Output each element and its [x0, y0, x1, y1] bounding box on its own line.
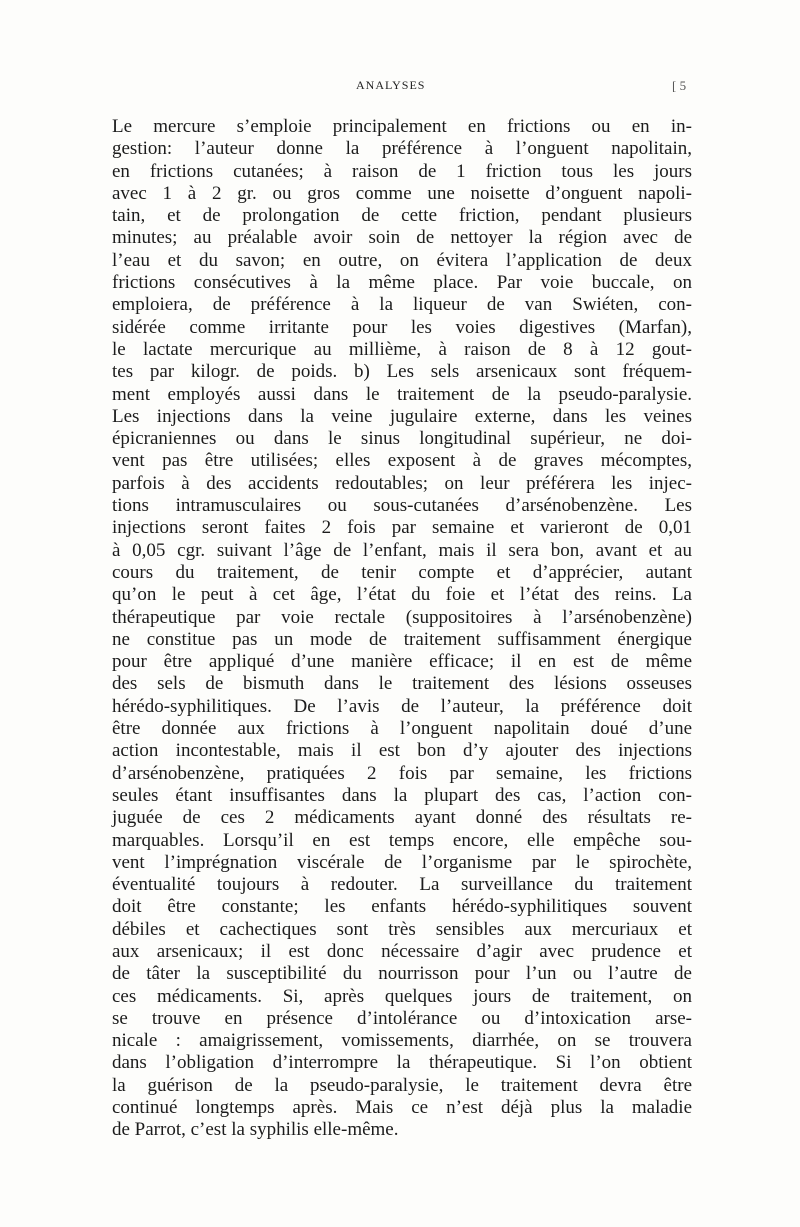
text-line: marquables. Lorsqu’il en est temps encore, elle empêche sou- [112, 829, 692, 851]
text-line: tes par kilogr. de poids. b) Les sels arsenicaux sont fréquem- [112, 361, 692, 383]
text-line: de tâter la susceptibilité du nourrisson pour l’un ou l’autre de [112, 963, 692, 985]
text-line: tions intramusculaires ou sous-cutanées d’arsénobenzène. Les [112, 495, 692, 517]
text-line: injections seront faites 2 fois par semaine et varieront de 0,01 [112, 517, 692, 539]
text-line: des sels de bismuth dans le traitement des lésions osseuses [112, 673, 692, 695]
text-line: parfois à des accidents redoutables; on leur préférera les injec- [112, 472, 692, 494]
text-line: pour être appliqué d’une manière efficace; il en est de même [112, 651, 692, 673]
text-line: vent l’imprégnation viscérale de l’organisme par le spirochète, [112, 851, 692, 873]
text-line: vent pas être utilisées; elles exposent à de graves mécomptes, [112, 450, 692, 472]
text-line: être donnée aux frictions à l’onguent napolitain doué d’une [112, 718, 692, 740]
text-line: avec 1 à 2 gr. ou gros comme une noisette d’onguent napoli- [112, 182, 692, 204]
text-line: ne constitue pas un mode de traitement suffisamment énergique [112, 628, 692, 650]
text-line: frictions consécutives à la même place. Par voie buccale, on [112, 272, 692, 294]
text-line: ces médicaments. Si, après quelques jours de traitement, on [112, 985, 692, 1007]
text-line: seules étant insuffisantes dans la plupart des cas, l’action con- [112, 784, 692, 806]
text-line: gestion: l’auteur donne la préférence à l’onguent napolitain, [112, 138, 692, 160]
text-line: nicale : amaigrissement, vomissements, diarrhée, on se trouvera [112, 1030, 692, 1052]
text-line: épicraniennes ou dans le sinus longitudinal supérieur, ne doi- [112, 428, 692, 450]
text-line: de Parrot, c’est la syphilis elle-même. [112, 1119, 399, 1141]
text-line: thérapeutique par voie rectale (suppositoires à l’arsénobenzène) [112, 606, 692, 628]
text-line: qu’on le peut à cet âge, l’état du foie et l’état des reins. La [112, 584, 692, 606]
text-line: action incontestable, mais il est bon d’y ajouter des injections [112, 740, 692, 762]
text-line: en frictions cutanées; à raison de 1 friction tous les jours [112, 160, 692, 182]
text-line: ment employés aussi dans le traitement de la pseudo-paralysie. [112, 383, 692, 405]
text-line: hérédo-syphilitiques. De l’avis de l’auteur, la préférence doit [112, 695, 692, 717]
text-line: aux arsenicaux; il est donc nécessaire d’agir avec prudence et [112, 940, 692, 962]
text-line: doit être constante; les enfants hérédo-syphilitiques souvent [112, 896, 692, 918]
text-line: éventualité toujours à redouter. La surveillance du traitement [112, 874, 692, 896]
text-line: se trouve en présence d’intolérance ou d’intoxication arse- [112, 1007, 692, 1029]
text-line: le lactate mercurique au millième, à raison de 8 à 12 gout- [112, 338, 692, 360]
text-line: la guérison de la pseudo-paralysie, le traitement devra être [112, 1074, 692, 1096]
text-line: à 0,05 cgr. suivant l’âge de l’enfant, mais il sera bon, avant et au [112, 539, 692, 561]
text-line: emploiera, de préférence à la liqueur de van Swiéten, con- [112, 294, 692, 316]
page-number: [ 5 [672, 78, 687, 93]
text-line: juguée de ces 2 médicaments ayant donné des résultats re- [112, 807, 692, 829]
body-paragraph [112, 116, 692, 1142]
text-line: d’arsénobenzène, pratiquées 2 fois par semaine, les frictions [112, 762, 692, 784]
text-line: débiles et cachectiques sont très sensibles aux mercuriaux et [112, 918, 692, 940]
text-line: continué longtemps après. Mais ce n’est déjà plus la maladie [112, 1097, 692, 1119]
running-head [0, 78, 800, 98]
text-line: Les injections dans la veine jugulaire externe, dans les veines [112, 405, 692, 427]
text-line: cours du traitement, de tenir compte et d’apprécier, autant [112, 561, 692, 583]
text-line: Le mercure s’emploie principalement en frictions ou en in- [112, 116, 692, 137]
text-line: l’eau et du savon; en outre, on évitera l’application de deux [112, 249, 692, 271]
text-line: minutes; au préalable avoir soin de nettoyer la région avec de [112, 227, 692, 249]
text-line: dans l’obligation d’interrompre la thérapeutique. Si l’on obtient [112, 1052, 692, 1074]
text-line: sidérée comme irritante pour les voies digestives (Marfan), [112, 316, 692, 338]
text-line: tain, et de prolongation de cette friction, pendant plusieurs [112, 205, 692, 227]
running-title: ANALYSES [356, 78, 426, 92]
